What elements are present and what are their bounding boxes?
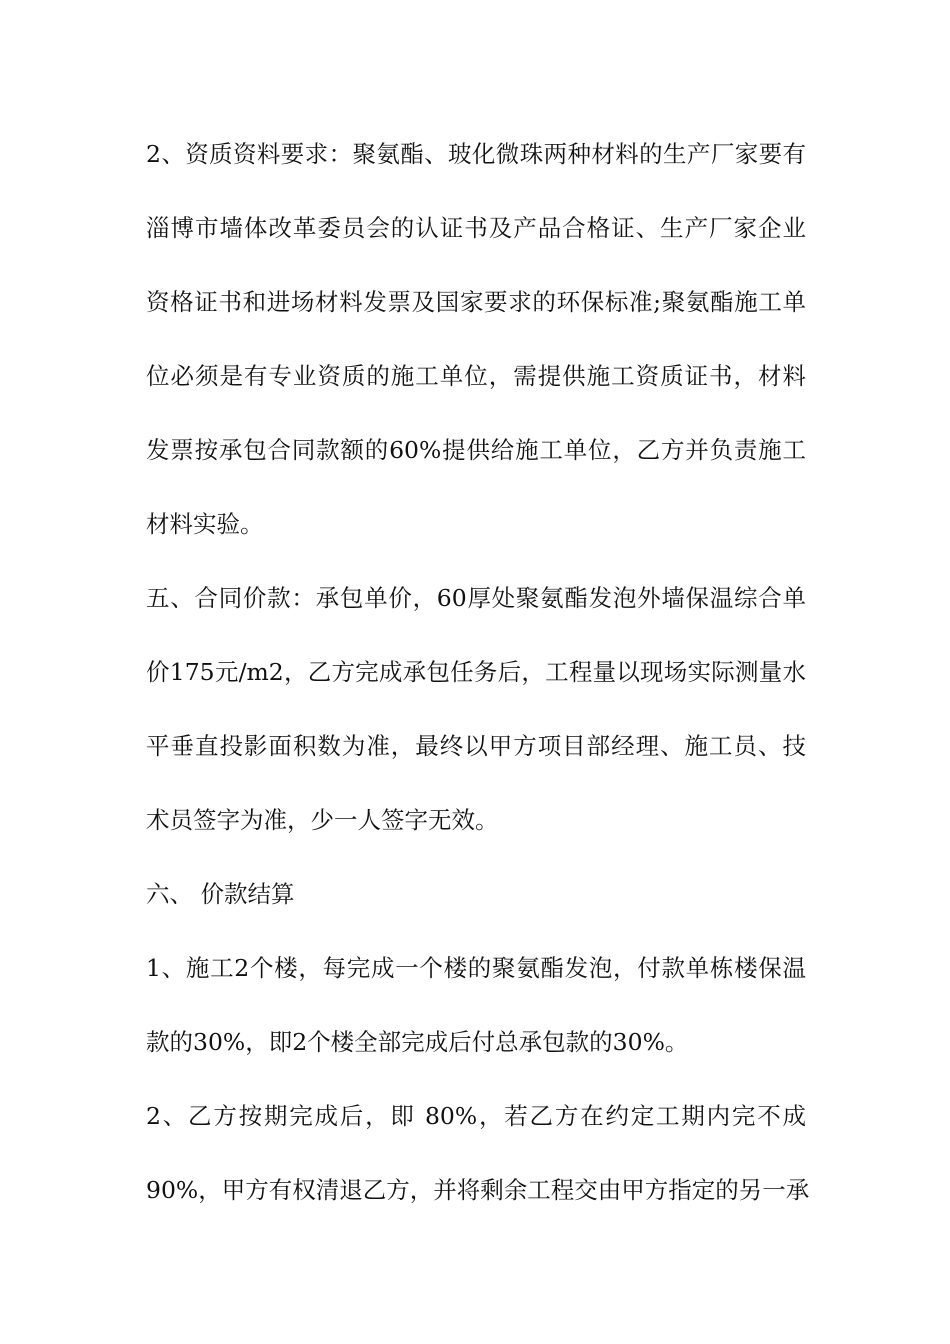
paragraph-line: 位必须是有专业资质的施工单位，需提供施工资质证书，材料 xyxy=(146,362,806,390)
paragraph-line: 材料实验。 xyxy=(146,510,264,538)
paragraph-line: 发票按承包合同款额的60%提供给施工单位，乙方并负责施工 xyxy=(146,436,806,464)
paragraph-line: 90%，甲方有权清退乙方，并将剩余工程交由甲方指定的另一承 xyxy=(146,1176,810,1204)
paragraph-line: 淄博市墙体改革委员会的认证书及产品合格证、生产厂家企业 xyxy=(146,214,806,242)
paragraph-line: 价175元/m2，乙方完成承包任务后，工程量以现场实际测量水 xyxy=(146,658,806,686)
paragraph-line: 1、施工2个楼，每完成一个楼的聚氨酯发泡，付款单栋楼保温 xyxy=(146,954,806,982)
paragraph-line: 资格证书和进场材料发票及国家要求的环保标准;聚氨酯施工单 xyxy=(146,288,806,316)
section-heading-line: 五、合同价款：承包单价，60厚处聚氨酯发泡外墙保温综合单 xyxy=(146,584,806,612)
paragraph-line: 款的30%，即2个楼全部完成后付总承包款的30%。 xyxy=(146,1028,689,1056)
paragraph-line: 2、乙方按期完成后，即 80%，若乙方在约定工期内完不成 xyxy=(146,1102,806,1130)
paragraph-line: 2、资质资料要求：聚氨酯、玻化微珠两种材料的生产厂家要有 xyxy=(146,140,806,168)
paragraph-line: 术员签字为准，少一人签字无效。 xyxy=(146,806,499,834)
paragraph-line: 平垂直投影面积数为准，最终以甲方项目部经理、施工员、技 xyxy=(146,732,806,760)
section-heading: 六、 价款结算 xyxy=(146,880,295,908)
document-body xyxy=(146,126,810,1236)
